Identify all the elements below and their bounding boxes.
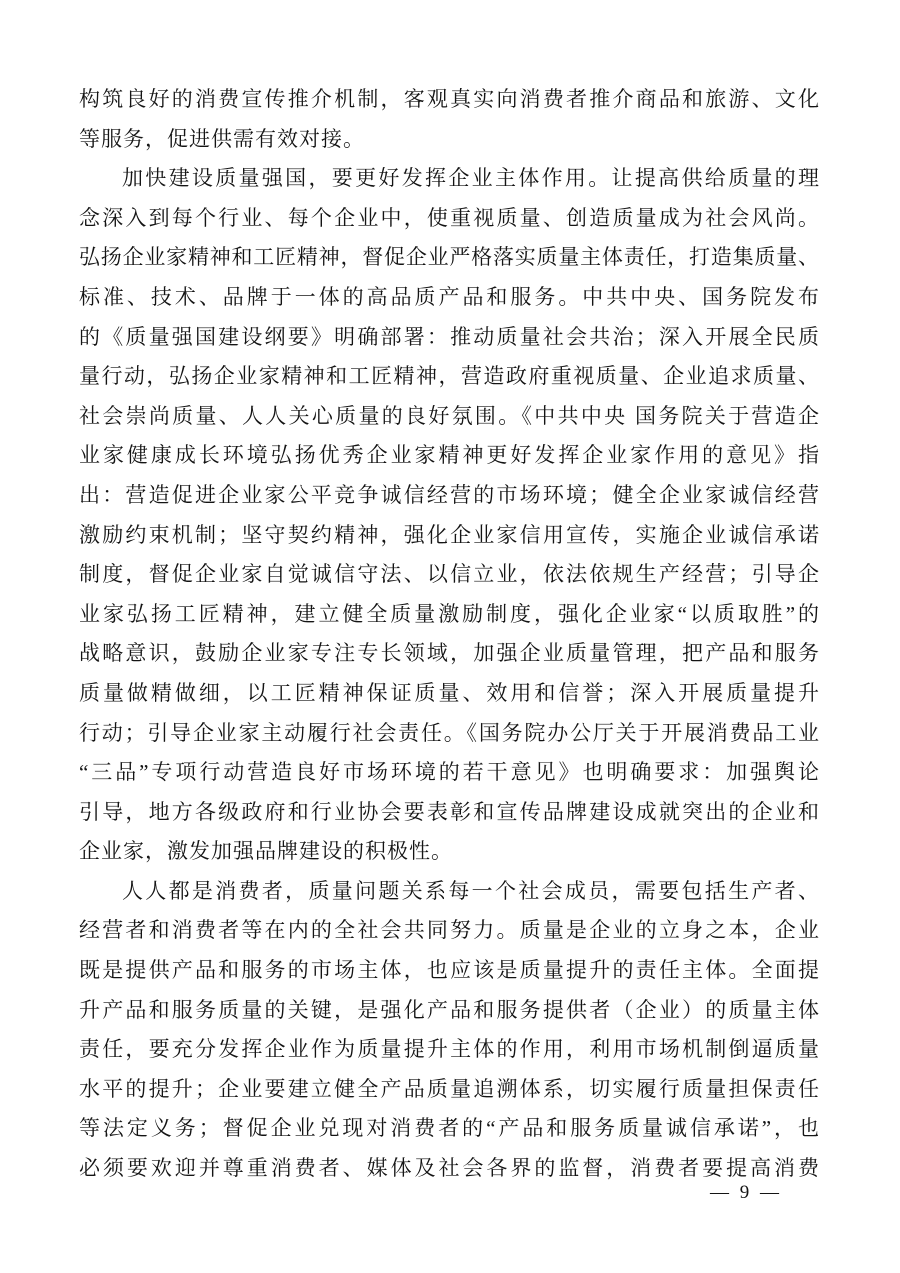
- page-number: — 9 —: [710, 1182, 782, 1203]
- text-line: 社会崇尚质量、人人关心质量的良好氛围。《中共中央 国务院关于营造企: [79, 403, 819, 428]
- text-line: 升产品和服务质量的关键，是强化产品和服务提供者（企业）的质量主体: [79, 997, 819, 1022]
- text-line: 念深入到每个行业、每个企业中，使重视质量、创造质量成为社会风尚。: [79, 205, 819, 230]
- text-line: 量行动，弘扬企业家精神和工匠精神，营造政府重视质量、企业追求质量、: [79, 364, 819, 389]
- text-line: 制度，督促企业家自觉诚信守法、以信立业，依法依规生产经营；引导企: [79, 562, 819, 587]
- text-line: 责任，要充分发挥企业作为质量提升主体的作用，利用市场机制倒逼质量: [79, 1037, 819, 1062]
- text-line: 等法定义务；督促企业兑现对消费者的“产品和服务质量诚信承诺”，也: [79, 1116, 819, 1141]
- text-line: 人人都是消费者，质量问题关系每一个社会成员，需要包括生产者、: [122, 878, 819, 903]
- text-line: 出：营造促进企业家公平竞争诚信经营的市场环境；健全企业家诚信经营: [79, 482, 819, 507]
- text-line: 业家弘扬工匠精神，建立健全质量激励制度，强化企业家“以质取胜”的: [79, 601, 819, 626]
- text-line: 水平的提升；企业要建立健全产品质量追溯体系，切实履行质量担保责任: [79, 1076, 819, 1101]
- text-line: 必须要欢迎并尊重消费者、媒体及社会各界的监督，消费者要提高消费: [79, 1156, 819, 1181]
- text-line: 的《质量强国建设纲要》明确部署：推动质量社会共治；深入开展全民质: [79, 324, 819, 349]
- text-line: “三品”专项行动营造良好市场环境的若干意见》也明确要求：加强舆论: [79, 760, 819, 785]
- body-text: [79, 80, 819, 1189]
- text-line: 等服务，促进供需有效对接。: [79, 126, 365, 151]
- text-line: 行动；引导企业家主动履行社会责任。《国务院办公厅关于开展消费品工业: [79, 720, 819, 745]
- text-line: 加快建设质量强国，要更好发挥企业主体作用。让提高供给质量的理: [122, 166, 819, 191]
- text-line: 战略意识，鼓励企业家专注专长领域，加强企业质量管理，把产品和服务: [79, 641, 819, 666]
- text-line: 企业家，激发加强品牌建设的积极性。: [79, 839, 453, 864]
- text-line: 质量做精做细，以工匠精神保证质量、效用和信誉；深入开展质量提升: [79, 680, 819, 705]
- text-line: 标准、技术、品牌于一体的高品质产品和服务。中共中央、国务院发布: [79, 284, 819, 309]
- text-line: 构筑良好的消费宣传推介机制，客观真实向消费者推介商品和旅游、文化: [79, 87, 819, 111]
- text-line: 既是提供产品和服务的市场主体，也应该是质量提升的责任主体。全面提: [79, 958, 819, 983]
- text-line: 业家健康成长环境弘扬优秀企业家精神更好发挥企业家作用的意见》指: [79, 443, 819, 468]
- text-line: 激励约束机制；坚守契约精神，强化企业家信用宣传，实施企业诚信承诺: [79, 522, 819, 547]
- text-line: 经营者和消费者等在内的全社会共同努力。质量是企业的立身之本，企业: [79, 918, 819, 943]
- text-line: 弘扬企业家精神和工匠精神，督促企业严格落实质量主体责任，打造集质量、: [79, 245, 819, 270]
- text-line: 引导，地方各级政府和行业协会要表彰和宣传品牌建设成就突出的企业和: [79, 799, 819, 824]
